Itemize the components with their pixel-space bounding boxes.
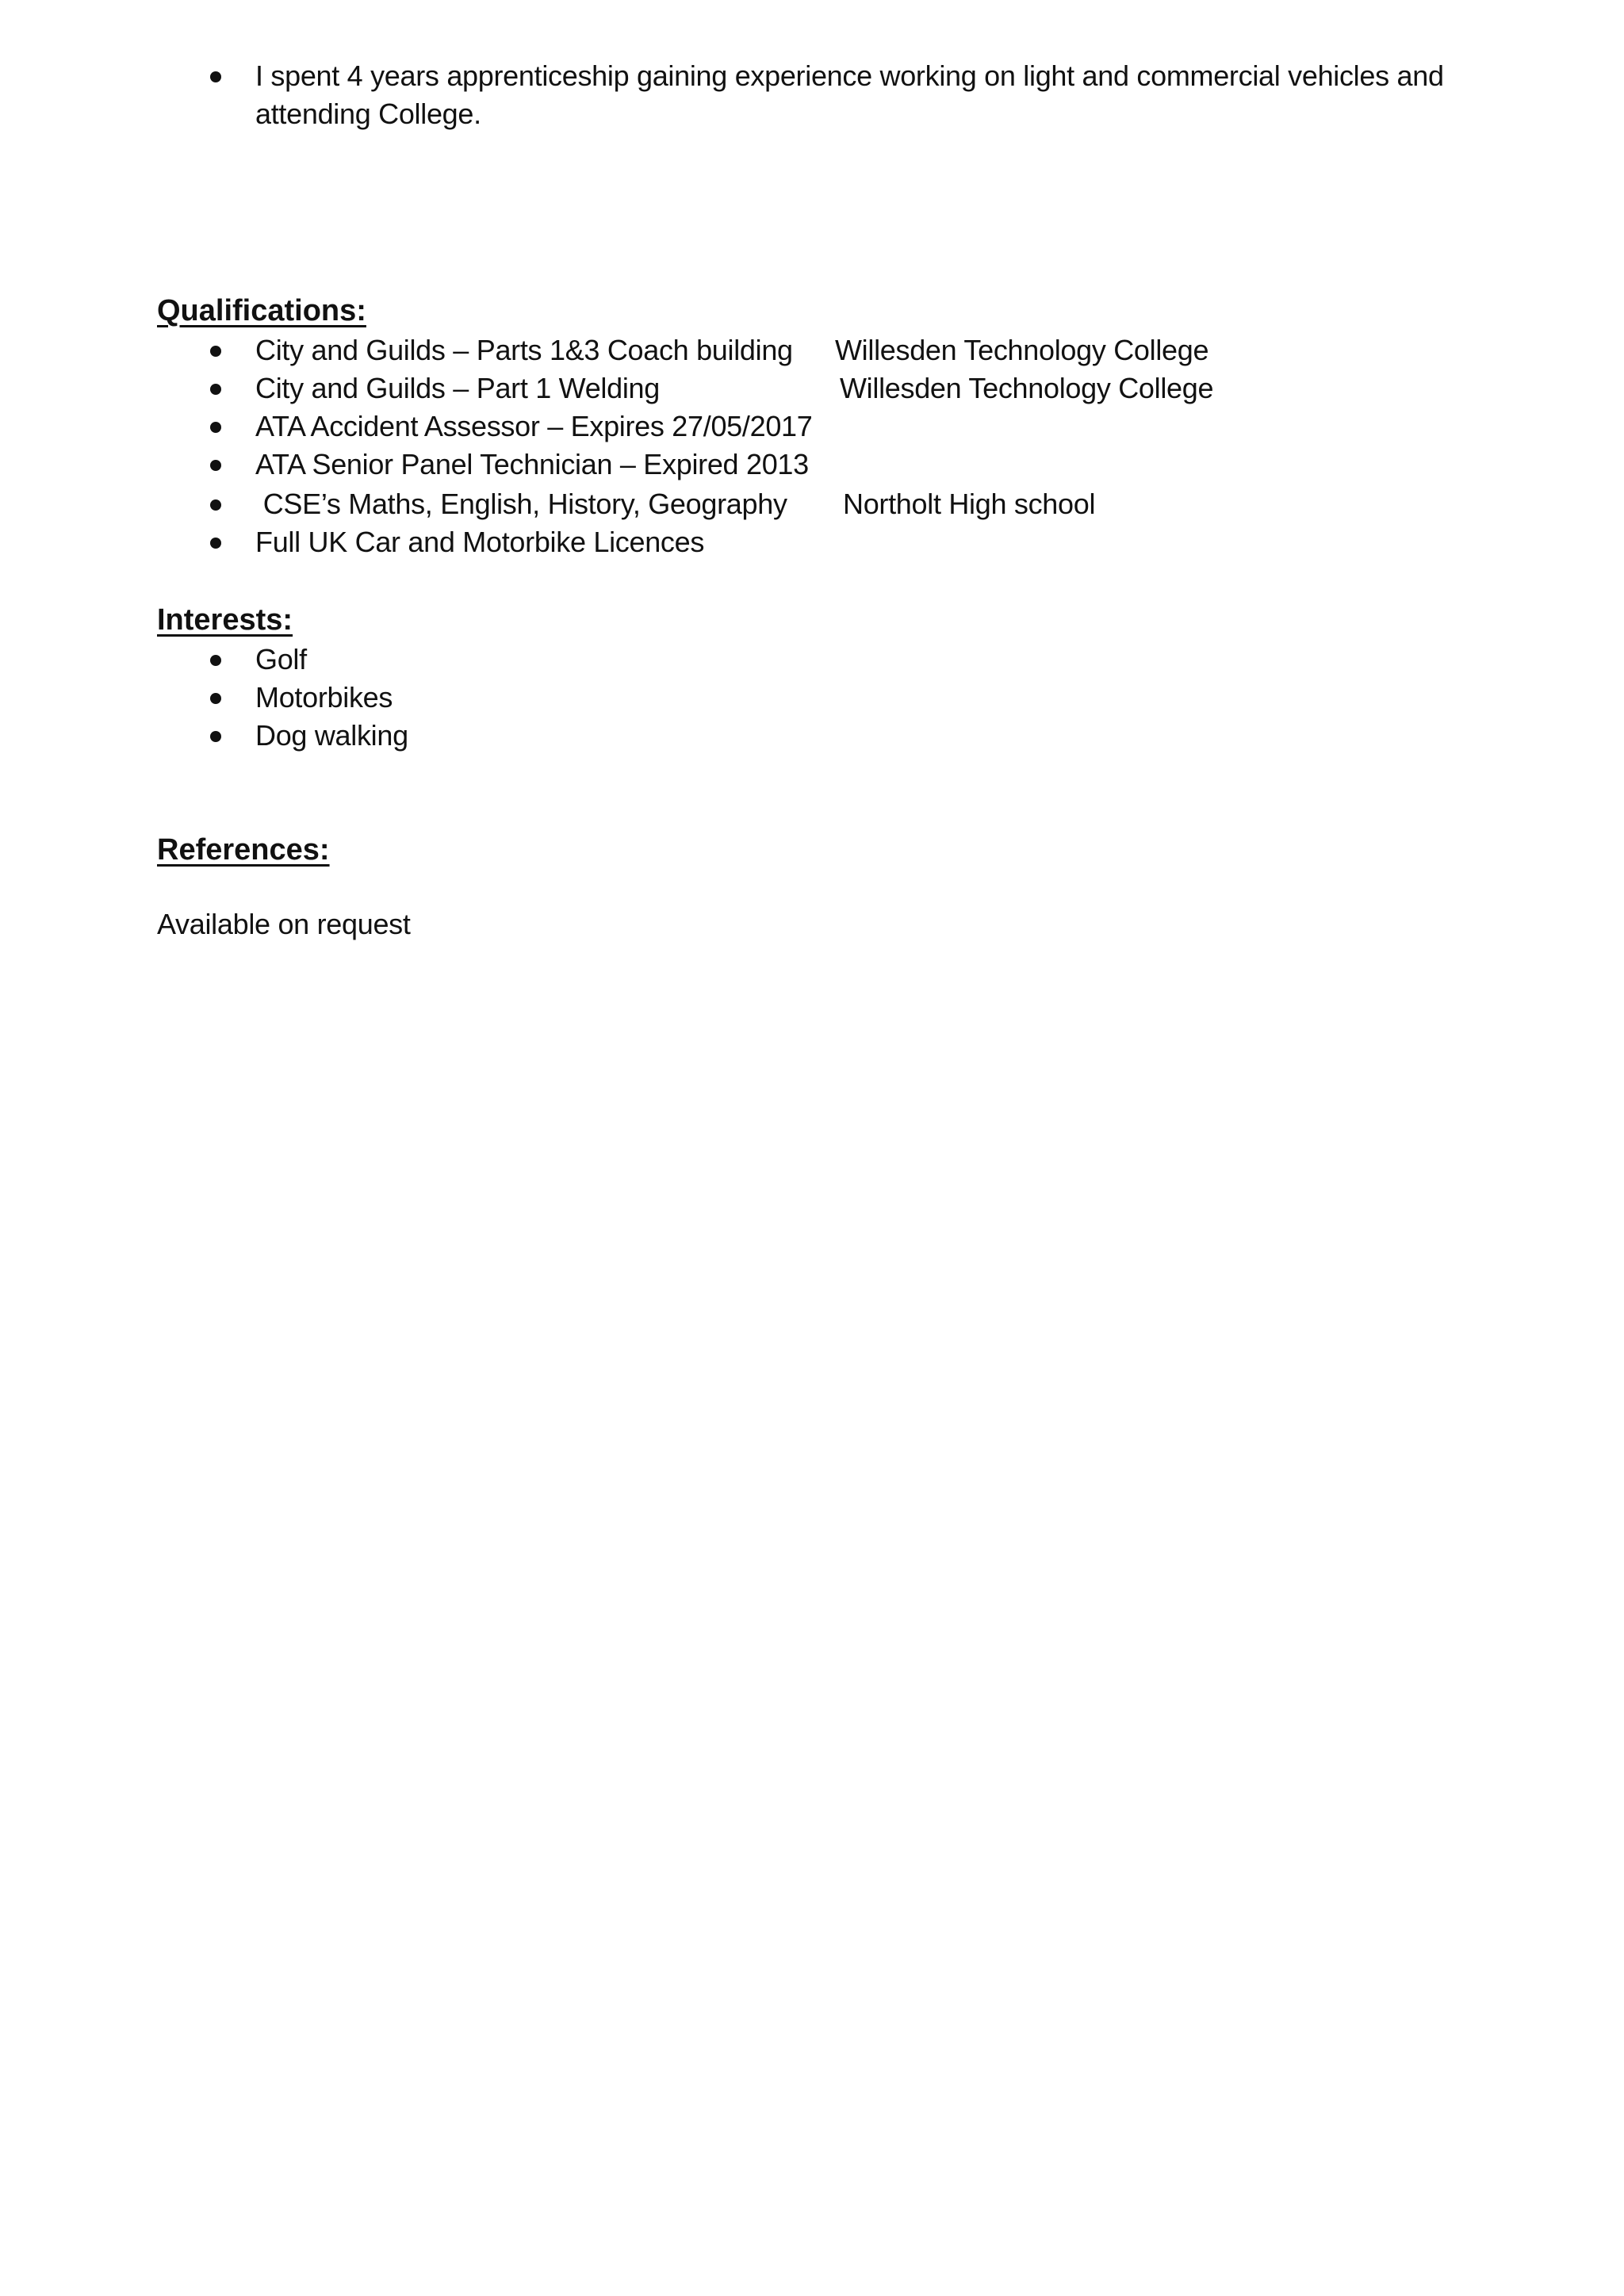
list-item xyxy=(0,331,1624,369)
bullet-icon xyxy=(210,731,221,742)
references-text: Available on request xyxy=(157,908,411,940)
qualification-text: ATA Senior Panel Technician – Expired 2013 xyxy=(255,448,809,480)
interest-text: Motorbikes xyxy=(255,681,393,714)
list-item xyxy=(0,641,1624,679)
interests-heading: Interests: xyxy=(157,603,293,637)
references-heading: References: xyxy=(157,833,330,867)
qualification-institution: Willesden Technology College xyxy=(835,334,1209,366)
bullet-icon xyxy=(210,499,221,511)
list-item xyxy=(0,523,1624,561)
qualification-text: CSE’s Maths, English, History, Geography xyxy=(255,488,787,520)
qualification-text: Full UK Car and Motorbike Licences xyxy=(255,526,705,558)
list-item xyxy=(0,446,1624,484)
bullet-icon xyxy=(210,422,221,433)
intro-item-line1: I spent 4 years apprenticeship gaining experience working on light and commercial vehicles and xyxy=(255,59,1444,92)
interest-text: Dog walking xyxy=(255,719,408,752)
list-item xyxy=(0,369,1624,408)
list-item xyxy=(0,485,1624,523)
bullet-icon xyxy=(210,655,221,666)
qualification-text: City and Guilds – Parts 1&3 Coach building xyxy=(255,334,793,366)
list-item xyxy=(0,57,1624,95)
qualifications-heading: Qualifications: xyxy=(157,294,366,327)
bullet-icon xyxy=(210,71,221,82)
bullet-icon xyxy=(210,346,221,357)
qualification-institution: Northolt High school xyxy=(843,488,1096,520)
list-item xyxy=(0,408,1624,446)
intro-item-line2: attending College. xyxy=(255,98,481,130)
bullet-icon xyxy=(210,538,221,549)
qualification-institution: Willesden Technology College xyxy=(840,372,1214,404)
bullet-icon xyxy=(210,460,221,471)
interest-text: Golf xyxy=(255,643,307,675)
list-item-continuation xyxy=(0,95,1624,133)
bullet-icon xyxy=(210,693,221,704)
bullet-icon xyxy=(210,384,221,395)
qualification-text: ATA Accident Assessor – Expires 27/05/2017 xyxy=(255,410,813,442)
qualification-text: City and Guilds – Part 1 Welding xyxy=(255,372,660,404)
list-item xyxy=(0,717,1624,755)
list-item xyxy=(0,679,1624,717)
